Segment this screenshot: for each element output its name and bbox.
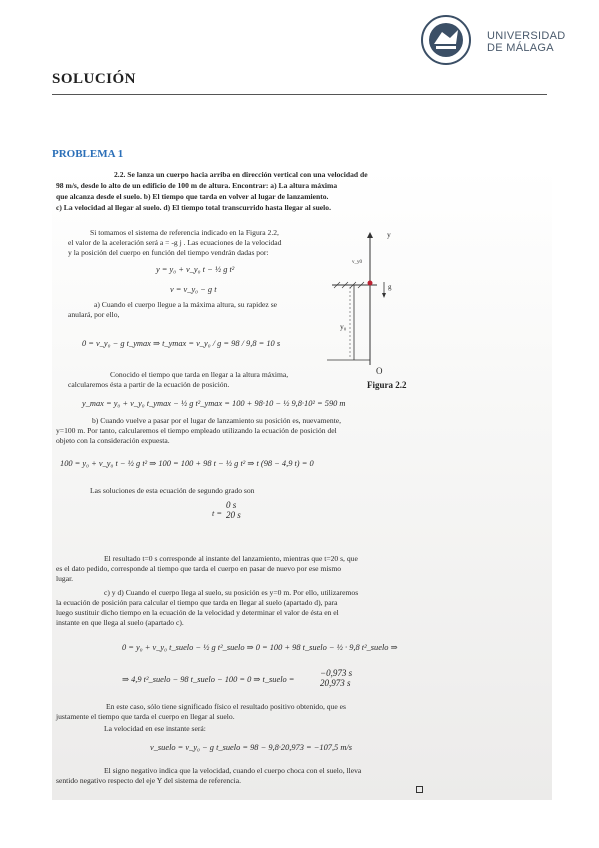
part-cd-line: instante en que llega al suelo (apartado c).: [56, 618, 184, 627]
part-a-line: anulará, por ello,: [68, 310, 120, 319]
statement-line: 98 m/s, desde lo alto de un edificio de 100 m de altura. Encontrar: a) La altura máxima: [56, 181, 338, 190]
scanned-solution-page: [52, 168, 552, 800]
university-name: [487, 30, 565, 54]
figure-caption: Figura 2.2: [367, 380, 407, 390]
final-velocity-equation: v_suelo = v_y₀ − g t_suelo = 98 − 9,8·20,973 = −107,5 m/s: [150, 743, 352, 752]
university-name-line1: UNIVERSIDAD: [487, 30, 566, 42]
part-cd-solutions: [320, 668, 352, 688]
intro-line: el valor de la aceleración será a = -g j . Las ecuaciones de la velocidad: [68, 238, 282, 247]
part-cd-line: luego sustituir dicho tiempo en la ecuación de la velocidad y determinar el valor de ésta en el: [56, 608, 339, 617]
figure-2-2-diagram: [322, 230, 432, 370]
statement-line: c) La velocidad al llegar al suelo. d) El tiempo total transcurrido hasta llegar al suelo.: [56, 203, 331, 212]
closing-line: La velocidad en ese instante será:: [104, 724, 206, 733]
title-divider: [52, 94, 547, 95]
part-b-line: b) Cuando vuelve a pasar por el lugar de lanzamiento su posición es, nuevamente,: [92, 416, 342, 425]
statement-line: que alcanza desde el suelo. b) El tiempo que tarda en volver al lugar de lanzamiento.: [56, 192, 329, 201]
part-b-solution-prefix: t =: [212, 509, 223, 518]
figure-height-label: y₀: [340, 322, 347, 331]
intro-line: y la posición del cuerpo en función del tiempo vendrán dadas por:: [68, 248, 269, 257]
part-cd-line: la ecuación de posición para calcular el tiempo que tarda en llegar al suelo (apartado d), para: [56, 598, 338, 607]
position-equation: y = y₀ + v_y₀ t − ½ g t²: [156, 265, 235, 274]
max-height-equation: y_max = y₀ + v_y₀ t_ymax − ½ g t²_ymax = 100 + 98·10 − ½ 9,8·10² = 590 m: [82, 399, 346, 408]
university-name-line2: DE MÁLAGA: [487, 42, 554, 54]
closing-line: En este caso, sólo tiene significado físico el resultado positivo obtenido, que es: [106, 702, 346, 711]
part-a-line: calcularemos ésta a partir de la ecuación de posición.: [68, 380, 230, 389]
figure-origin-label: O: [376, 366, 383, 376]
result-line: es el dato pedido, corresponde al tiempo que tarda el cuerpo en pasar de nuevo por ese mismo: [56, 564, 342, 573]
problem-title: PROBLEMA 1: [52, 148, 124, 160]
part-b-line: objeto con la consideración expuesta.: [56, 436, 170, 445]
result-line: El resultado t=0 s corresponde al instante del lanzamiento, mientras que t=20 s, que: [104, 554, 358, 563]
closing-line: El signo negativo indica que la velocidad, cuando el cuerpo choca con el suelo, lleva: [104, 766, 362, 775]
statement-line: 2.2. Se lanza un cuerpo hacia arriba en dirección vertical con una velocidad de: [114, 170, 368, 179]
part-a-line: Conocido el tiempo que tarda en llegar a la altura máxima,: [110, 370, 289, 379]
closing-line: justamente el tiempo que tarda el cuerpo en llegar al suelo.: [56, 712, 235, 721]
part-b-line: Las soluciones de esta ecuación de segundo grado son: [90, 486, 255, 495]
part-cd-solution: 20,973 s: [320, 678, 351, 688]
part-b-equation: 100 = y₀ + v_y₀ t − ½ g t² ⇒ 100 = 100 + 98 t − ½ g t² ⇒ t (98 − 4,9 t) = 0: [60, 459, 314, 468]
result-line: lugar.: [56, 574, 74, 583]
part-cd-equation: 0 = y₀ + v_y₀ t_suelo − ½ g t²_suelo ⇒ 0 = 100 + 98 t_suelo − ½ · 9,8 t²_suelo ⇒: [122, 643, 398, 652]
figure-velocity-label: v_y0: [352, 260, 362, 265]
velocity-equation: v = v_y₀ − g t: [170, 285, 217, 294]
closing-line: sentido negativo respecto del eje Y del sistema de referencia.: [56, 776, 241, 785]
section-title: SOLUCIÓN: [52, 71, 137, 87]
part-cd-equation: ⇒ 4,9 t²_suelo − 98 t_suelo − 100 = 0 ⇒ t_suelo =: [122, 675, 295, 684]
figure-g-label: g: [388, 283, 392, 291]
figure-axis-y: y: [387, 230, 391, 239]
part-b-solution: 20 s: [226, 510, 241, 520]
part-a-equation: 0 = v_y₀ − g t_ymax ⇒ t_ymax = v_y₀ / g = 98 / 9,8 = 10 s: [82, 339, 281, 348]
part-cd-line: c) y d) Cuando el cuerpo llega al suelo, su posición es y=0 m. Por ello, utilizaremos: [104, 588, 359, 597]
part-b-line: y=100 m. Por tanto, calcularemos el tiempo empleado utilizando la ecuación de posición del: [56, 426, 337, 435]
part-cd-solution: −0,973 s: [320, 668, 353, 678]
part-b-solutions: [226, 500, 241, 520]
part-a-line: a) Cuando el cuerpo llegue a la máxima altura, su rapidez se: [94, 300, 278, 309]
part-b-solution: 0 s: [226, 500, 237, 510]
end-of-proof-mark: [416, 786, 423, 793]
intro-line: Si tomamos el sistema de referencia indicado en la Figura 2.2,: [90, 228, 279, 237]
